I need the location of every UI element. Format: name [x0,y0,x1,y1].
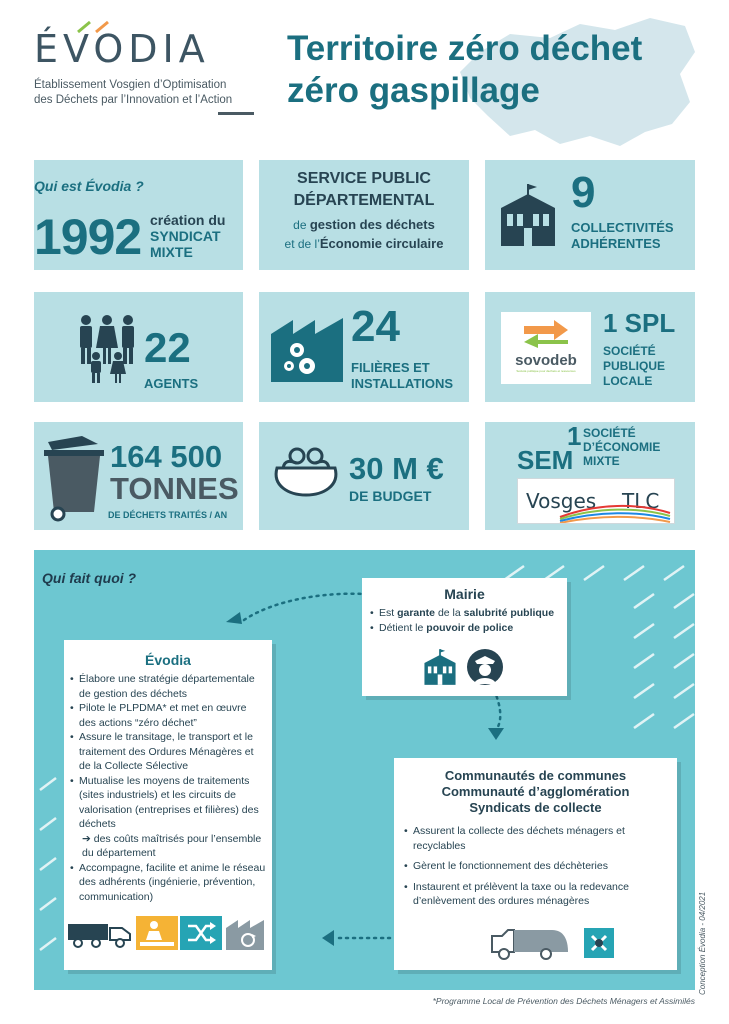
right-arrow-icon: ➔ [82,832,91,845]
sem-label-line1: SOCIÉTÉ [583,426,636,440]
page-title-line2: zéro gaspillage [287,71,540,110]
evodia-arrow-line [82,832,266,861]
card-service-public [259,160,469,270]
sovodeb-tagline: Société publique pour déchets et ressources [516,369,576,373]
logo-underline [218,112,254,115]
spl-label-line2: PUBLIQUE [603,359,666,373]
communautes-item: • Gèrent le fonctionnement des déchèteries [404,859,665,874]
agents-value: 22 [144,324,191,371]
filieres-label-line2: INSTALLATIONS [351,376,454,391]
card-collectivites [485,160,695,270]
coin-purse-icon [267,444,345,510]
sem-number: 1 [567,421,582,451]
evodia-item: • Pilote le PLPDMA* et met en œuvre des actions “zéro déchet” [70,701,266,730]
mairie-town-hall-icon [422,648,458,686]
sovodeb-name: sovodeb [515,352,577,369]
evodia-box [64,640,272,970]
shuffle-icon [180,916,222,950]
card-filieres [259,292,469,402]
sem-abbr: SEM [517,445,574,475]
mairie-item-2 [370,621,567,636]
logo-subtitle [34,78,274,108]
card-budget [259,422,469,530]
vosges-tlc-logo-left: Vosges [526,489,597,513]
mairie-item1-mid: de la [435,607,464,619]
evodia-list [70,672,266,832]
roles-title: Qui fait quoi ? [42,570,137,586]
header [0,0,729,150]
budget-value: 30 M € [349,451,444,486]
logo-wordmark: ÉVODIA [34,27,210,71]
collectivites-label-line2: ADHÉRENTES [571,236,661,251]
recycling-factory-icon [226,916,268,950]
spl-label-line3: LOCALE [603,374,653,388]
evodia-item: • Accompagne, facilite et anime le réseau des adhérents (ingénierie, prévention, communication) [70,861,266,905]
sem-label-line3: MIXTE [583,454,620,468]
founding-caption-line2: SYNDICAT [150,228,221,244]
spl-label-line1: SOCIÉTÉ [603,344,656,358]
evodia-icons-row [66,916,270,950]
sem-label [583,426,660,468]
logo-accent-icon [76,20,116,34]
collectivites-label-line1: COLLECTIVITÉS [571,220,674,235]
communautes-title [394,768,677,816]
people-icon [76,314,138,384]
card-sem [485,422,695,530]
vosges-tlc-logo-right: TLC [622,489,660,513]
service-line3-bold: gestion des déchets [309,217,435,232]
town-hall-icon [497,182,559,248]
tonnes-caption: DE DÉCHETS TRAITÉS / AN [108,510,228,520]
evodia-arrow-text: des coûts maîtrisés pour l’ensemble du département [82,832,262,859]
vosges-tlc-swoosh-icon [558,503,672,523]
service-line4 [259,234,469,254]
mairie-item1-pre: Est [379,607,398,619]
card-tonnes [34,422,243,530]
mairie-item1-b2: salubrité publique [463,607,555,619]
card-spl [485,292,695,402]
credit-text: Conception Évodia - 04/2021 [698,891,707,995]
communautes-title-line2: Communauté d’agglomération [441,784,630,799]
tonnes-value: 164 500 [110,439,223,474]
service-line1: SERVICE PUBLIC [297,170,431,187]
budget-label: DE BUDGET [349,488,432,504]
evodia-item: • Élabore une stratégie départementale de gestion des déchets [70,672,266,701]
trash-bin-icon [42,432,106,522]
recycling-bin-icon [584,928,614,958]
filieres-label [351,360,453,392]
evodia-list-2 [70,861,266,905]
vosges-tlc-logo [517,478,675,524]
sorting-worker-icon [136,916,178,950]
service-line4-bold: Économie circulaire [319,236,444,251]
mairie-item2-b: pouvoir de police [426,622,514,634]
communautes-title-line1: Communautés de communes [444,768,627,783]
communautes-item: • Assurent la collecte des déchets ménagers et recyclables [404,824,665,853]
spl-label [603,344,665,389]
founding-year: 1992 [34,209,142,265]
evodia-item: • Assure le transitage, le transport et le traitement des Ordures Ménagères et de la Collecte Sélective [70,730,266,774]
page-title [287,28,707,112]
mairie-item2-pre: Détient le [379,622,427,634]
who-label: Qui est Évodia ? [34,178,144,194]
evodia-item: • Mutualise les moyens de traitements (sites industriels) et les circuits de valorisation (entreprises et filières) des déchets [70,774,266,832]
factory-gears-icon [271,312,343,384]
mairie-item-1 [370,606,567,621]
spl-value: 1 SPL [603,308,676,338]
founding-caption-line1: création du [150,212,226,228]
evodia-title: Évodia [145,652,191,668]
police-officer-icon [466,648,504,686]
card-agents [34,292,243,402]
mairie-item1-b1: garante [397,607,436,619]
roles-section [34,550,695,990]
mairie-box [362,578,567,696]
evodia-logo [34,27,264,71]
footnote: *Programme Local de Prévention des Déchets Ménagers et Assimilés [432,996,695,1006]
service-line4-pre: et de l’ [284,237,320,251]
service-line3-pre: de [293,218,310,232]
communautes-list [404,824,665,909]
collectivites-label [571,220,674,252]
tonnes-unit: TONNES [110,471,239,506]
mairie-title: Mairie [444,586,485,602]
sovodeb-logo [501,312,591,384]
collectivites-value: 9 [571,168,596,217]
filieres-value: 24 [351,302,400,351]
founding-caption-line3: MIXTE [150,244,193,260]
sem-label-line2: D’ÉCONOMIE [583,440,661,454]
logo-subtitle-line2: des Déchets par l’Innovation et l’Action [34,94,233,106]
communautes-title-line3: Syndicats de collecte [469,800,602,815]
card-founding [34,160,243,270]
service-line3 [259,216,469,234]
service-line2: DÉPARTEMENTAL [293,192,435,209]
agents-label: AGENTS [144,376,199,391]
sovodeb-arrows-icon [520,318,572,348]
page-title-line1: Territoire zéro déchet [287,29,643,68]
garbage-truck-icon [490,926,570,960]
filieres-label-line1: FILIÈRES ET [351,360,430,375]
mairie-list [370,606,567,636]
communautes-box [394,758,677,970]
communautes-item: • Instaurent et prélèvent la taxe ou la redevance d’enlèvement des ordures ménagères [404,880,665,909]
logo-subtitle-line1: Établissement Vosgien d’Optimisation [34,79,227,91]
founding-caption [150,212,225,260]
truck-icon [66,920,132,948]
